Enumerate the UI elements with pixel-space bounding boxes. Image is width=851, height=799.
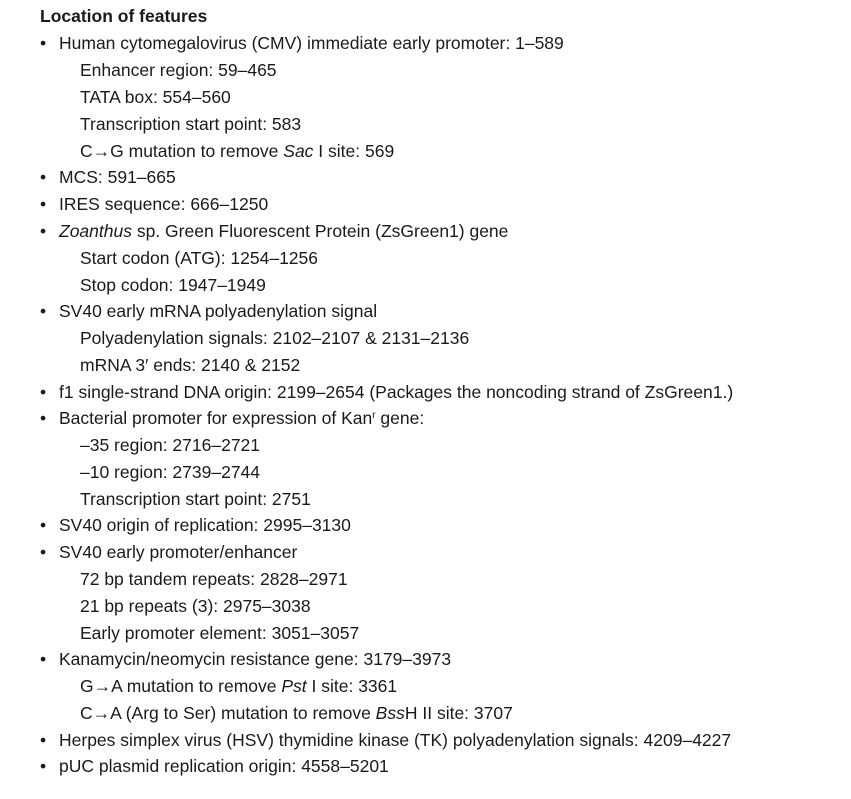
text-part: C: [80, 141, 93, 161]
bullet: •: [40, 408, 47, 428]
bullet: •: [40, 515, 47, 535]
item-text: Kanamycin/neomycin resistance gene: 3179–3973: [59, 649, 452, 669]
item-text: Polyadenylation signals: 2102–2107 & 2131–2136: [80, 328, 470, 348]
item-text: 72 bp tandem repeats: 2828–2971: [80, 569, 348, 589]
text-part: Bacterial promoter for expression of Kan: [59, 408, 373, 428]
item-text: –10 region: 2739–2744: [80, 462, 261, 482]
text-part: I site: 569: [313, 141, 395, 161]
item-text: Herpes simplex virus (HSV) thymidine kinase (TK) polyadenylation signals: 4209–4227: [59, 730, 732, 750]
bullet: •: [40, 756, 47, 776]
item-text: Transcription start point: 2751: [80, 489, 311, 509]
bullet: •: [40, 382, 47, 402]
bullet: •: [40, 194, 47, 214]
item-text: IRES sequence: 666–1250: [59, 194, 269, 214]
bullet: •: [40, 33, 47, 53]
item-text: Start codon (ATG): 1254–1256: [80, 248, 319, 268]
arrow-glyph: →: [92, 141, 111, 161]
italic-text: Sac: [283, 141, 314, 161]
item-text: f1 single-strand DNA origin: 2199–2654 (Packages the noncoding strand of ZsGreen1.): [59, 382, 734, 402]
item-text: Transcription start point: 583: [80, 114, 302, 134]
item-text: Stop codon: 1947–1949: [80, 275, 266, 295]
text-part: A (Arg to Ser) mutation to remove: [110, 703, 376, 723]
item-text: –35 region: 2716–2721: [80, 435, 261, 455]
item-text: SV40 early promoter/enhancer: [59, 542, 298, 562]
bullet: •: [40, 542, 47, 562]
italic-text: Zoanthus: [59, 221, 132, 241]
text-part: gene:: [375, 408, 425, 428]
italic-text: Pst: [281, 676, 307, 696]
item-text: TATA box: 554–560: [80, 87, 231, 107]
text-part: G mutation to remove: [110, 141, 284, 161]
text-part: A mutation to remove: [111, 676, 282, 696]
arrow-glyph: →: [93, 676, 112, 696]
item-text: [80, 140, 394, 162]
text-part: I site: 3361: [306, 676, 398, 696]
superscript: r: [372, 410, 376, 421]
bullet: •: [40, 730, 47, 750]
item-text: SV40 early mRNA polyadenylation signal: [59, 301, 378, 321]
bullet: •: [40, 221, 47, 241]
item-text: Early promoter element: 3051–3057: [80, 623, 360, 643]
text-part: G: [80, 676, 94, 696]
item-text: 21 bp repeats (3): 2975–3038: [80, 596, 311, 616]
item-text: pUC plasmid replication origin: 4558–5201: [59, 756, 389, 776]
item-text: MCS: 591–665: [59, 167, 176, 187]
arrow-glyph: →: [92, 703, 111, 723]
item-text: [59, 220, 508, 242]
item-text: [80, 702, 513, 724]
text-part: H II site: 3707: [404, 703, 513, 723]
item-text: SV40 origin of replication: 2995–3130: [59, 515, 351, 535]
item-text: [59, 407, 424, 429]
text-part: C: [80, 703, 93, 723]
italic-text: Bss: [375, 703, 405, 723]
item-text: [80, 675, 397, 697]
item-text: Enhancer region: 59–465: [80, 60, 277, 80]
bullet: •: [40, 649, 47, 669]
text-part: sp. Green Fluorescent Protein (ZsGreen1) gene: [131, 221, 509, 241]
bullet: •: [40, 167, 47, 187]
item-text: mRNA 3′ ends: 2140 & 2152: [80, 355, 301, 375]
item-text: Human cytomegalovirus (CMV) immediate early promoter: 1–589: [59, 33, 564, 53]
section-title: Location of features: [40, 6, 208, 26]
bullet: •: [40, 301, 47, 321]
